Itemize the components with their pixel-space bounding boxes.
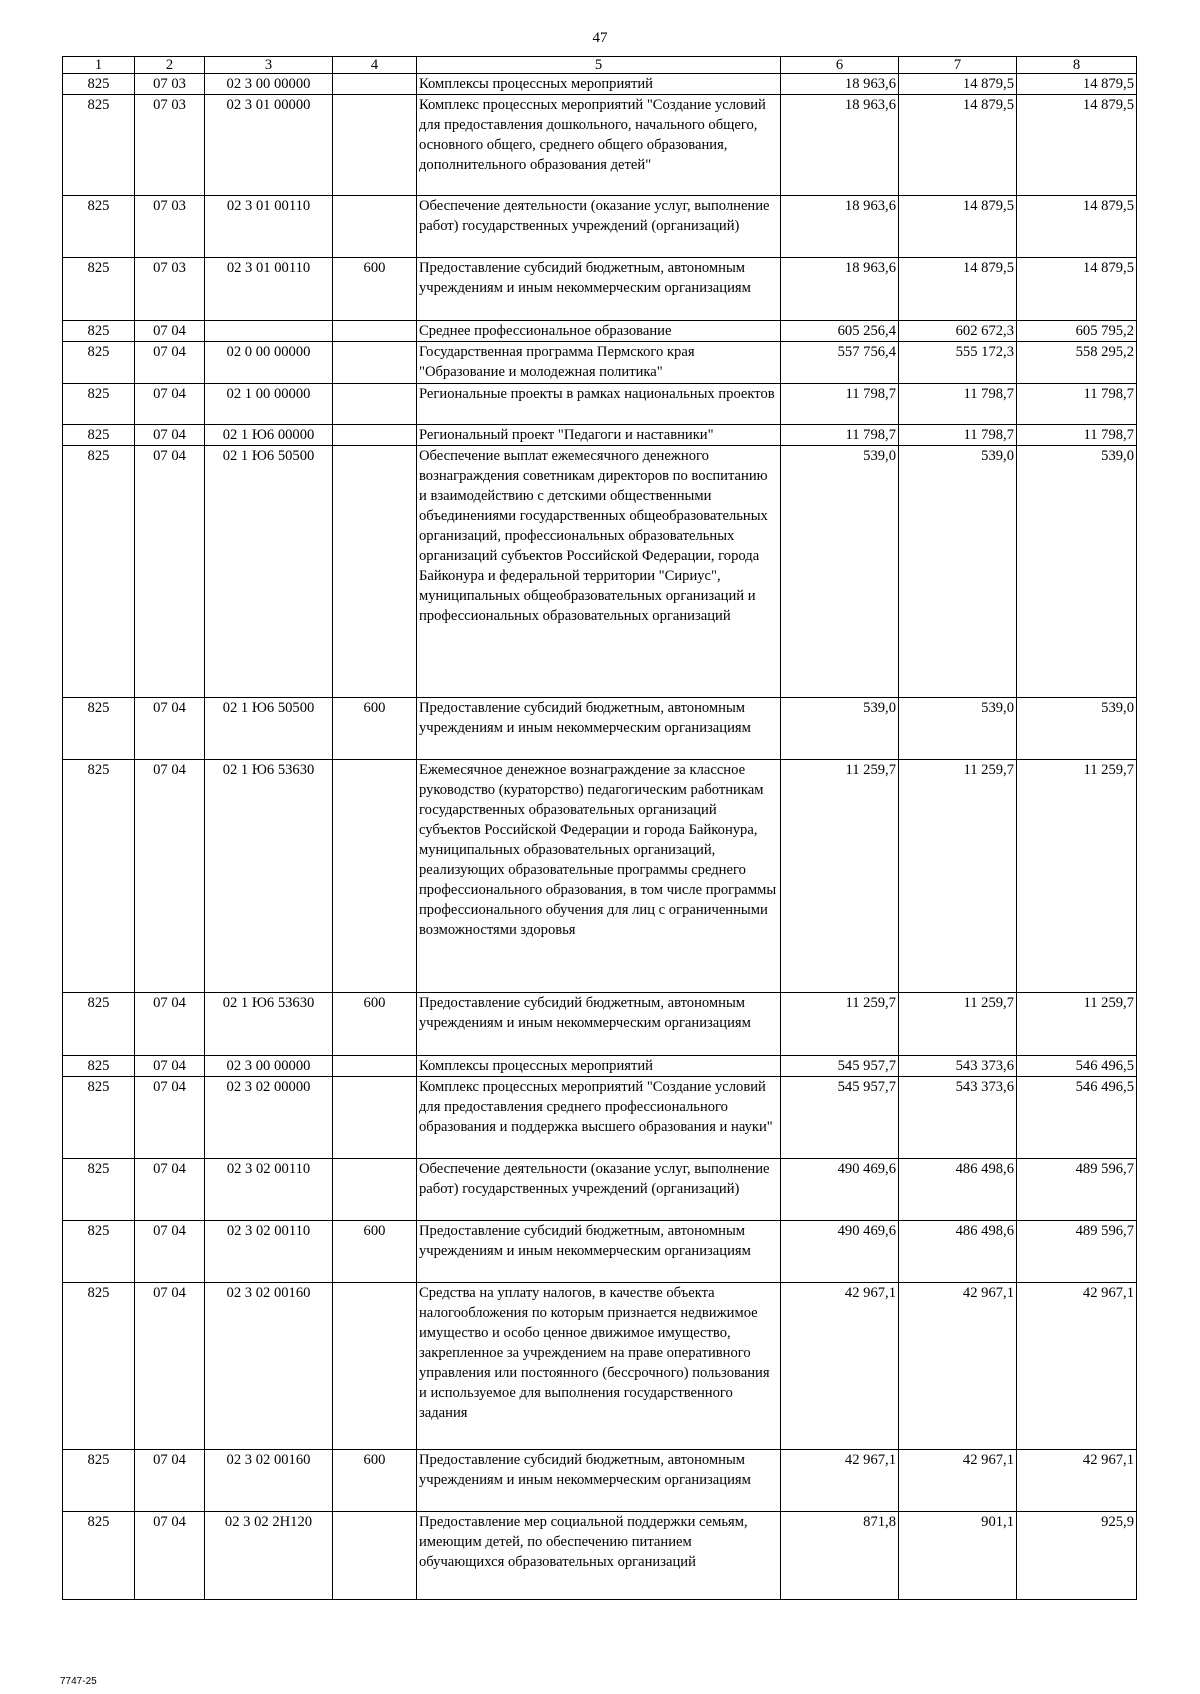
cell-amount-col7: 42 967,1 — [899, 1450, 1017, 1512]
cell-ministry: 825 — [63, 74, 135, 95]
cell-target-article: 02 3 01 00000 — [205, 95, 333, 196]
cell-ministry: 825 — [63, 342, 135, 384]
cell-amount-col6: 11 798,7 — [781, 384, 899, 425]
cell-target-article: 02 3 01 00110 — [205, 196, 333, 258]
cell-amount-col6: 18 963,6 — [781, 196, 899, 258]
cell-expense-type — [333, 1512, 417, 1600]
cell-section: 07 04 — [135, 1221, 205, 1283]
cell-amount-col8: 539,0 — [1017, 446, 1137, 698]
cell-amount-col7: 42 967,1 — [899, 1283, 1017, 1450]
footer-document-code: 7747-25 — [60, 1676, 97, 1687]
cell-target-article: 02 3 00 00000 — [205, 1056, 333, 1077]
table-row — [63, 342, 1137, 384]
table-row — [63, 95, 1137, 196]
cell-amount-col6: 42 967,1 — [781, 1450, 899, 1512]
cell-amount-col7: 14 879,5 — [899, 95, 1017, 196]
cell-ministry: 825 — [63, 446, 135, 698]
page-number: 47 — [592, 30, 608, 46]
table-row — [63, 1159, 1137, 1221]
cell-amount-col8: 11 798,7 — [1017, 425, 1137, 446]
table-row — [63, 258, 1137, 321]
cell-expense-type — [333, 196, 417, 258]
cell-amount-col8: 489 596,7 — [1017, 1221, 1137, 1283]
cell-amount-col8: 14 879,5 — [1017, 196, 1137, 258]
cell-expense-type — [333, 342, 417, 384]
cell-expense-type — [333, 1056, 417, 1077]
cell-amount-col8: 42 967,1 — [1017, 1450, 1137, 1512]
cell-target-article: 02 1 Ю6 53630 — [205, 993, 333, 1056]
cell-amount-col8: 539,0 — [1017, 698, 1137, 760]
cell-amount-col6: 557 756,4 — [781, 342, 899, 384]
cell-description: Обеспечение выплат ежемесячного денежного вознаграждения советникам директоров по воспитанию и взаимодействию с детскими общественными объединениями государственных общеобразовательных организаций, профессиональных образовательных организаций субъектов Российской Федерации, города Байконура и федеральной территории "Сириус", муниципальных общеобразовательных организаций и профессиональных образовательных организаций — [417, 446, 781, 698]
cell-section: 07 03 — [135, 196, 205, 258]
cell-target-article: 02 1 Ю6 50500 — [205, 698, 333, 760]
cell-section: 07 04 — [135, 1159, 205, 1221]
cell-amount-col8: 14 879,5 — [1017, 95, 1137, 196]
cell-expense-type: 600 — [333, 1221, 417, 1283]
cell-amount-col8: 14 879,5 — [1017, 258, 1137, 321]
cell-description: Предоставление субсидий бюджетным, автономным учреждениям и иным некоммерческим организациям — [417, 258, 781, 321]
cell-description: Предоставление субсидий бюджетным, автономным учреждениям и иным некоммерческим организациям — [417, 698, 781, 760]
cell-ministry: 825 — [63, 384, 135, 425]
cell-ministry: 825 — [63, 321, 135, 342]
cell-section: 07 04 — [135, 760, 205, 993]
cell-description: Комплекс процессных мероприятий "Создание условий для предоставления среднего профессионального образования и поддержка высшего образования и науки" — [417, 1077, 781, 1159]
cell-target-article: 02 3 00 00000 — [205, 74, 333, 95]
cell-target-article: 02 1 00 00000 — [205, 384, 333, 425]
cell-amount-col7: 486 498,6 — [899, 1159, 1017, 1221]
cell-amount-col6: 539,0 — [781, 446, 899, 698]
cell-amount-col8: 14 879,5 — [1017, 74, 1137, 95]
cell-ministry: 825 — [63, 1159, 135, 1221]
cell-amount-col7: 901,1 — [899, 1512, 1017, 1600]
table-row — [63, 425, 1137, 446]
cell-description: Комплексы процессных мероприятий — [417, 1056, 781, 1077]
cell-amount-col6: 11 798,7 — [781, 425, 899, 446]
table-row — [63, 993, 1137, 1056]
cell-expense-type — [333, 74, 417, 95]
cell-amount-col8: 605 795,2 — [1017, 321, 1137, 342]
cell-amount-col6: 42 967,1 — [781, 1283, 899, 1450]
cell-section: 07 04 — [135, 1450, 205, 1512]
cell-description: Предоставление мер социальной поддержки семьям, имеющим детей, по обеспечению питанием обучающихся образовательных организаций — [417, 1512, 781, 1600]
cell-amount-col6: 18 963,6 — [781, 258, 899, 321]
table-row — [63, 1056, 1137, 1077]
cell-amount-col7: 11 798,7 — [899, 384, 1017, 425]
cell-amount-col6: 11 259,7 — [781, 993, 899, 1056]
cell-amount-col6: 490 469,6 — [781, 1221, 899, 1283]
cell-section: 07 04 — [135, 321, 205, 342]
header-col-3: 3 — [205, 57, 333, 74]
cell-amount-col8: 11 259,7 — [1017, 760, 1137, 993]
cell-description: Комплексы процессных мероприятий — [417, 74, 781, 95]
cell-amount-col8: 11 259,7 — [1017, 993, 1137, 1056]
cell-amount-col6: 871,8 — [781, 1512, 899, 1600]
header-col-7: 7 — [899, 57, 1017, 74]
cell-expense-type: 600 — [333, 1450, 417, 1512]
cell-description: Государственная программа Пермского края "Образование и молодежная политика" — [417, 342, 781, 384]
cell-ministry: 825 — [63, 258, 135, 321]
cell-description: Региональный проект "Педагоги и наставники" — [417, 425, 781, 446]
cell-amount-col7: 543 373,6 — [899, 1056, 1017, 1077]
cell-amount-col8: 11 798,7 — [1017, 384, 1137, 425]
cell-section: 07 04 — [135, 384, 205, 425]
cell-description: Средства на уплату налогов, в качестве объекта налогообложения по которым признается недвижимое имущество и особо ценное движимое имущество, закрепленное за учреждением на праве оперативного управления или постоянного (бессрочного) пользования и используемое для выполнения государственного задания — [417, 1283, 781, 1450]
cell-amount-col8: 546 496,5 — [1017, 1077, 1137, 1159]
cell-target-article: 02 3 02 00110 — [205, 1221, 333, 1283]
cell-section: 07 04 — [135, 425, 205, 446]
cell-section: 07 04 — [135, 1512, 205, 1600]
table-row — [63, 446, 1137, 698]
header-col-5: 5 — [417, 57, 781, 74]
cell-target-article: 02 3 02 2Н120 — [205, 1512, 333, 1600]
cell-amount-col7: 11 798,7 — [899, 425, 1017, 446]
table-row — [63, 1512, 1137, 1600]
cell-ministry: 825 — [63, 698, 135, 760]
cell-description: Предоставление субсидий бюджетным, автономным учреждениям и иным некоммерческим организациям — [417, 1450, 781, 1512]
cell-target-article: 02 1 Ю6 50500 — [205, 446, 333, 698]
cell-expense-type — [333, 1077, 417, 1159]
cell-ministry: 825 — [63, 425, 135, 446]
cell-amount-col7: 539,0 — [899, 446, 1017, 698]
cell-amount-col6: 539,0 — [781, 698, 899, 760]
cell-amount-col6: 18 963,6 — [781, 95, 899, 196]
cell-description: Предоставление субсидий бюджетным, автономным учреждениям и иным некоммерческим организациям — [417, 993, 781, 1056]
cell-expense-type — [333, 95, 417, 196]
cell-description: Обеспечение деятельности (оказание услуг, выполнение работ) государственных учреждений (организаций) — [417, 196, 781, 258]
cell-section: 07 03 — [135, 95, 205, 196]
table-row — [63, 698, 1137, 760]
cell-ministry: 825 — [63, 1450, 135, 1512]
cell-amount-col7: 11 259,7 — [899, 993, 1017, 1056]
cell-amount-col6: 545 957,7 — [781, 1056, 899, 1077]
cell-section: 07 04 — [135, 1283, 205, 1450]
cell-ministry: 825 — [63, 1283, 135, 1450]
cell-amount-col6: 18 963,6 — [781, 74, 899, 95]
cell-expense-type — [333, 760, 417, 993]
cell-amount-col7: 11 259,7 — [899, 760, 1017, 993]
header-col-6: 6 — [781, 57, 899, 74]
table-row — [63, 1283, 1137, 1450]
cell-amount-col7: 543 373,6 — [899, 1077, 1017, 1159]
cell-ministry: 825 — [63, 993, 135, 1056]
cell-expense-type — [333, 1159, 417, 1221]
table-row — [63, 1450, 1137, 1512]
cell-section: 07 03 — [135, 74, 205, 95]
header-row — [63, 57, 1137, 74]
cell-target-article: 02 1 Ю6 53630 — [205, 760, 333, 993]
cell-amount-col7: 14 879,5 — [899, 196, 1017, 258]
cell-section: 07 04 — [135, 698, 205, 760]
cell-description: Ежемесячное денежное вознаграждение за классное руководство (кураторство) педагогическим работникам государственных образовательных организаций субъектов Российской Федерации и города Байконура, муниципальных образовательных организаций, реализующих образовательные программы среднего профессионального образования, в том числе программы профессионального обучения для лиц с ограниченными возможностями здоровья — [417, 760, 781, 993]
cell-section: 07 04 — [135, 446, 205, 698]
cell-ministry: 825 — [63, 95, 135, 196]
cell-target-article: 02 3 02 00000 — [205, 1077, 333, 1159]
cell-ministry: 825 — [63, 1221, 135, 1283]
cell-ministry: 825 — [63, 1056, 135, 1077]
cell-expense-type: 600 — [333, 258, 417, 321]
cell-expense-type — [333, 446, 417, 698]
cell-section: 07 04 — [135, 342, 205, 384]
cell-section: 07 04 — [135, 993, 205, 1056]
cell-expense-type: 600 — [333, 698, 417, 760]
cell-description: Региональные проекты в рамках национальных проектов — [417, 384, 781, 425]
cell-target-article: 02 3 01 00110 — [205, 258, 333, 321]
cell-expense-type — [333, 321, 417, 342]
cell-amount-col6: 11 259,7 — [781, 760, 899, 993]
cell-target-article — [205, 321, 333, 342]
cell-expense-type: 600 — [333, 993, 417, 1056]
cell-target-article: 02 3 02 00160 — [205, 1450, 333, 1512]
cell-amount-col7: 14 879,5 — [899, 74, 1017, 95]
header-col-1: 1 — [63, 57, 135, 74]
table-row — [63, 321, 1137, 342]
header-col-8: 8 — [1017, 57, 1137, 74]
cell-section: 07 03 — [135, 258, 205, 321]
cell-description: Комплекс процессных мероприятий "Создание условий для предоставления дошкольного, начального общего, основного общего, среднего общего образования, дополнительного образования детей" — [417, 95, 781, 196]
cell-description: Предоставление субсидий бюджетным, автономным учреждениям и иным некоммерческим организациям — [417, 1221, 781, 1283]
header-col-2: 2 — [135, 57, 205, 74]
cell-amount-col8: 489 596,7 — [1017, 1159, 1137, 1221]
cell-amount-col8: 42 967,1 — [1017, 1283, 1137, 1450]
cell-amount-col7: 486 498,6 — [899, 1221, 1017, 1283]
cell-amount-col7: 555 172,3 — [899, 342, 1017, 384]
table-row — [63, 384, 1137, 425]
cell-ministry: 825 — [63, 1512, 135, 1600]
table-row — [63, 1077, 1137, 1159]
cell-amount-col8: 558 295,2 — [1017, 342, 1137, 384]
cell-target-article: 02 0 00 00000 — [205, 342, 333, 384]
table-row — [63, 74, 1137, 95]
table-row — [63, 760, 1137, 993]
table-row — [63, 196, 1137, 258]
cell-description: Среднее профессиональное образование — [417, 321, 781, 342]
cell-target-article: 02 3 02 00110 — [205, 1159, 333, 1221]
cell-expense-type — [333, 1283, 417, 1450]
cell-amount-col6: 545 957,7 — [781, 1077, 899, 1159]
cell-ministry: 825 — [63, 760, 135, 993]
cell-ministry: 825 — [63, 196, 135, 258]
cell-amount-col7: 602 672,3 — [899, 321, 1017, 342]
cell-amount-col7: 539,0 — [899, 698, 1017, 760]
budget-table — [62, 56, 1137, 1600]
cell-expense-type — [333, 425, 417, 446]
header-col-4: 4 — [333, 57, 417, 74]
table-row — [63, 1221, 1137, 1283]
cell-amount-col8: 925,9 — [1017, 1512, 1137, 1600]
cell-ministry: 825 — [63, 1077, 135, 1159]
cell-target-article: 02 3 02 00160 — [205, 1283, 333, 1450]
cell-amount-col6: 490 469,6 — [781, 1159, 899, 1221]
cell-target-article: 02 1 Ю6 00000 — [205, 425, 333, 446]
cell-section: 07 04 — [135, 1056, 205, 1077]
cell-expense-type — [333, 384, 417, 425]
cell-section: 07 04 — [135, 1077, 205, 1159]
cell-description: Обеспечение деятельности (оказание услуг, выполнение работ) государственных учреждений (организаций) — [417, 1159, 781, 1221]
cell-amount-col6: 605 256,4 — [781, 321, 899, 342]
cell-amount-col7: 14 879,5 — [899, 258, 1017, 321]
cell-amount-col8: 546 496,5 — [1017, 1056, 1137, 1077]
